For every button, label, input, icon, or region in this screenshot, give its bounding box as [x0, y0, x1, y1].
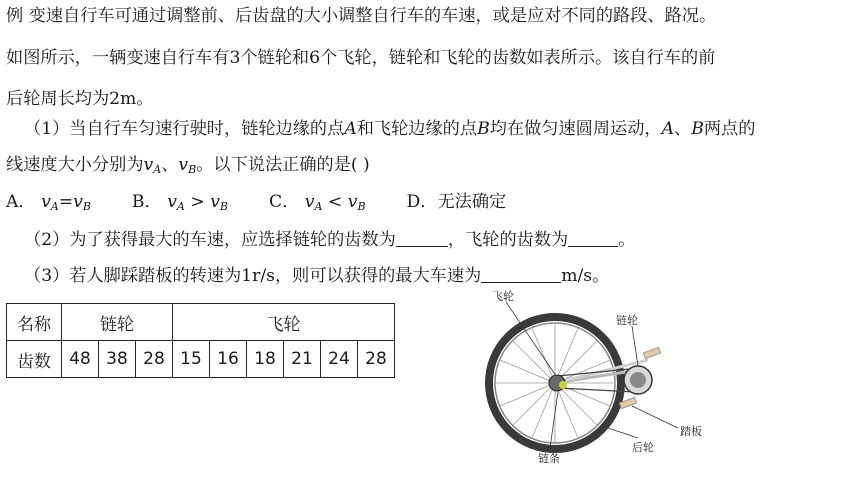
q2-text: ，飞轮的齿数为: [447, 230, 569, 250]
flywheel-teeth-cell: 28: [358, 341, 395, 378]
q1-text: 两点的: [703, 119, 756, 139]
header-teeth: 齿数: [7, 341, 62, 378]
flywheel-teeth-cell: 21: [284, 341, 321, 378]
q1-text: 。以下说法正确的是( ): [196, 155, 370, 175]
question-1-line-1: [24, 117, 755, 141]
answer-blank-chainring: [396, 229, 448, 247]
question-2: [24, 228, 635, 252]
velocity-symbol: v: [178, 155, 189, 175]
q3-text: m/s。: [561, 266, 610, 286]
answer-blank-flywheel: [568, 229, 618, 247]
label-chainring: 链轮: [616, 314, 638, 327]
header-flywheel: 飞轮: [173, 304, 395, 341]
label-flywheel: 飞轮: [492, 290, 514, 303]
q1-text: 和飞轮边缘的点: [356, 119, 478, 139]
flywheel-teeth-cell: 15: [173, 341, 210, 378]
q1-text: （1）当自行车匀速行驶时，链轮边缘的点: [24, 119, 345, 139]
question-1-line-2: 线速度大小分别为$v_A$、$v_B$。以下说法正确的是( ): [6, 155, 370, 176]
option-c: C． $v_A < v_B$: [268, 192, 366, 213]
problem-line-1: 例 变速自行车可通过调整前、后齿盘的大小调整自行车的车速，或是应对不同的路段、路况。: [6, 6, 717, 26]
problem-line-2: 如图所示，一辆变速自行车有3个链轮和6个飞轮，链轮和飞轮的齿数如表所示。该自行车的前: [6, 48, 716, 68]
q3-text: （3）若人脚踩踏板的转速为1r/s，则可以获得的最大车速为: [24, 266, 482, 286]
q2-text: （2）为了获得最大的车速，应选择链轮的齿数为: [24, 230, 396, 250]
label-chain: 链条: [538, 452, 560, 465]
chainring-teeth-cell: 38: [99, 341, 136, 378]
header-name: 名称: [7, 304, 62, 341]
table-row-teeth: [7, 341, 395, 378]
flywheel-teeth-cell: 18: [247, 341, 284, 378]
point-b: B: [691, 119, 704, 139]
label-pedal: 踏板: [680, 425, 702, 438]
flywheel-teeth-cell: 24: [321, 341, 358, 378]
point-a: A: [661, 119, 675, 139]
question-3: [24, 264, 609, 288]
pedal-top: [643, 347, 660, 358]
question-1-options: [6, 190, 506, 219]
point-a: A: [344, 119, 357, 139]
chainring-teeth-cell: 48: [62, 341, 99, 378]
option-b: B． $v_A > v_B$: [131, 192, 229, 213]
chainring-hub: [630, 372, 646, 388]
problem-line-3: 后轮周长均为2m。: [6, 89, 154, 109]
label-rear-wheel: 后轮: [632, 441, 654, 454]
velocity-subscript: B: [188, 163, 197, 176]
velocity-subscript: A: [153, 163, 162, 176]
teeth-table: [6, 303, 395, 378]
velocity-symbol: v: [143, 155, 154, 175]
flywheel-teeth-cell: 16: [210, 341, 247, 378]
header-chainring: 链轮: [62, 304, 173, 341]
q2-text: 。: [618, 230, 636, 250]
option-a: A． $v_A=v_B$: [6, 192, 91, 213]
option-d: D．无法确定: [406, 192, 507, 212]
q1-text: 、: [674, 119, 692, 139]
bicycle-figure: [480, 288, 720, 473]
flywheel-highlight: [559, 381, 567, 389]
table-header-row: [7, 304, 395, 341]
chainring-teeth-cell: 28: [136, 341, 173, 378]
q1-text: 均在做匀速圆周运动，: [489, 119, 662, 139]
point-b: B: [477, 119, 490, 139]
q1-text: 线速度大小分别为: [6, 155, 144, 175]
answer-blank-speed: [481, 265, 561, 283]
